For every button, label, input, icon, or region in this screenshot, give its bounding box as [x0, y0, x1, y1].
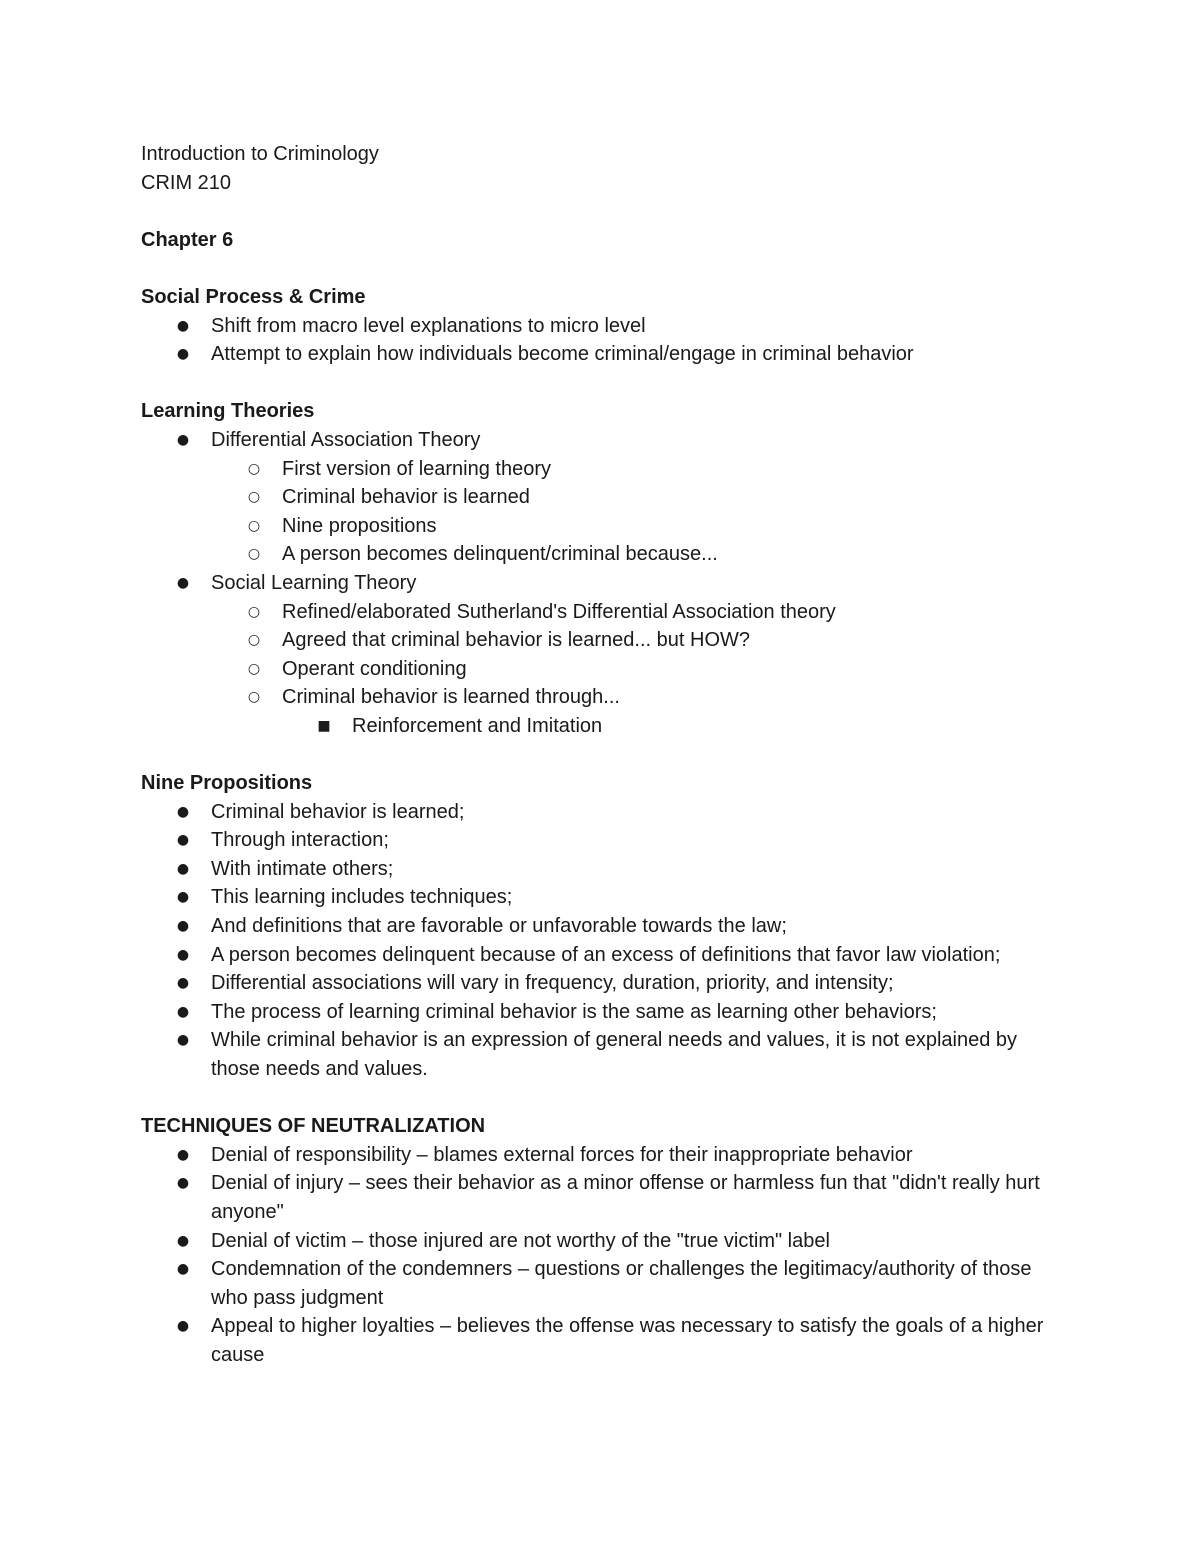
circle-bullet-icon: ○ [247, 489, 261, 506]
disc-bullet-icon: ● [176, 346, 190, 363]
list-item: ● And definitions that are favorable or unfavorable towards the law; [141, 912, 1061, 941]
list-item: ● A person becomes delinquent because of an excess of definitions that favor law violation; [141, 941, 1061, 970]
circle-bullet-icon: ○ [247, 517, 261, 534]
list-item: ● Differential Association Theory [141, 426, 1061, 455]
learning-theories-list [141, 426, 1061, 741]
list-item: ● Condemnation of the condemners – questions or challenges the legitimacy/authority of those who pass judgment [141, 1255, 1061, 1312]
social-process-list [141, 312, 1061, 369]
disc-bullet-icon: ● [176, 1146, 190, 1163]
disc-bullet-icon: ● [176, 860, 190, 877]
disc-bullet-icon: ● [176, 946, 190, 963]
disc-bullet-icon: ● [176, 918, 190, 935]
list-subitem: ○ Nine propositions [141, 512, 1061, 541]
circle-bullet-icon: ○ [247, 546, 261, 563]
disc-bullet-icon: ● [176, 1232, 190, 1249]
list-item: ● Denial of injury – sees their behavior as a minor offense or harmless fun that "didn't really hurt anyone" [141, 1169, 1061, 1226]
course-title: Introduction to Criminology [141, 143, 379, 165]
list-item: ● Differential associations will vary in frequency, duration, priority, and intensity; [141, 969, 1061, 998]
nine-propositions-list [141, 798, 1061, 1084]
spacer [141, 197, 1061, 226]
section-heading-social-process: Social Process & Crime [141, 285, 366, 308]
disc-bullet-icon: ● [176, 1261, 190, 1278]
list-item: ● This learning includes techniques; [141, 883, 1061, 912]
section-heading-nine-propositions: Nine Propositions [141, 772, 313, 795]
list-subsubitem: ■ Reinforcement and Imitation [141, 712, 1061, 741]
list-subitem: ○ Refined/elaborated Sutherland's Differential Association theory [141, 598, 1061, 627]
disc-bullet-icon: ● [176, 1032, 190, 1049]
list-item: ● Shift from macro level explanations to micro level [141, 312, 1061, 341]
disc-bullet-icon: ● [176, 1003, 190, 1020]
list-subitem: ○ First version of learning theory [141, 455, 1061, 484]
list-subitem: ○ A person becomes delinquent/criminal because... [141, 540, 1061, 569]
chapter-heading: Chapter 6 [141, 228, 234, 251]
document-page [141, 140, 1061, 1370]
course-code: CRIM 210 [141, 171, 232, 194]
disc-bullet-icon: ● [176, 889, 190, 906]
list-item: ● Denial of responsibility – blames external forces for their inappropriate behavior [141, 1141, 1061, 1170]
list-subitem: ○ Operant conditioning [141, 655, 1061, 684]
spacer [141, 740, 1061, 769]
list-item: ● Appeal to higher loyalties – believes the offense was necessary to satisfy the goals of a higher cause [141, 1312, 1061, 1369]
disc-bullet-icon: ● [176, 975, 190, 992]
spacer [141, 369, 1061, 398]
list-subitem: ○ Criminal behavior is learned through... [141, 683, 1061, 712]
section-heading-neutralization: TECHNIQUES OF NEUTRALIZATION [141, 1115, 486, 1138]
disc-bullet-icon: ● [176, 803, 190, 820]
circle-bullet-icon: ○ [247, 603, 261, 620]
list-item: ● The process of learning criminal behavior is the same as learning other behaviors; [141, 998, 1061, 1027]
list-item: ● With intimate others; [141, 855, 1061, 884]
list-subitem: ○ Criminal behavior is learned [141, 483, 1061, 512]
list-item: ● Social Learning Theory [141, 569, 1061, 598]
neutralization-list [141, 1141, 1061, 1370]
circle-bullet-icon: ○ [247, 460, 261, 477]
disc-bullet-icon: ● [176, 574, 190, 591]
list-subitem: ○ Agreed that criminal behavior is learned... but HOW? [141, 626, 1061, 655]
square-bullet-icon: ■ [317, 717, 331, 734]
circle-bullet-icon: ○ [247, 632, 261, 649]
section-heading-learning-theories: Learning Theories [141, 400, 315, 423]
disc-bullet-icon: ● [176, 317, 190, 334]
list-item: ● Through interaction; [141, 826, 1061, 855]
list-item: ● Denial of victim – those injured are not worthy of the "true victim" label [141, 1227, 1061, 1256]
list-item: ● While criminal behavior is an expression of general needs and values, it is not explained by those needs and values. [141, 1026, 1061, 1083]
disc-bullet-icon: ● [176, 1318, 190, 1335]
spacer [141, 1084, 1061, 1113]
disc-bullet-icon: ● [176, 832, 190, 849]
list-item: ● Attempt to explain how individuals become criminal/engage in criminal behavior [141, 340, 1061, 369]
list-item: ● Criminal behavior is learned; [141, 798, 1061, 827]
circle-bullet-icon: ○ [247, 689, 261, 706]
spacer [141, 254, 1061, 283]
circle-bullet-icon: ○ [247, 660, 261, 677]
disc-bullet-icon: ● [176, 431, 190, 448]
disc-bullet-icon: ● [176, 1175, 190, 1192]
